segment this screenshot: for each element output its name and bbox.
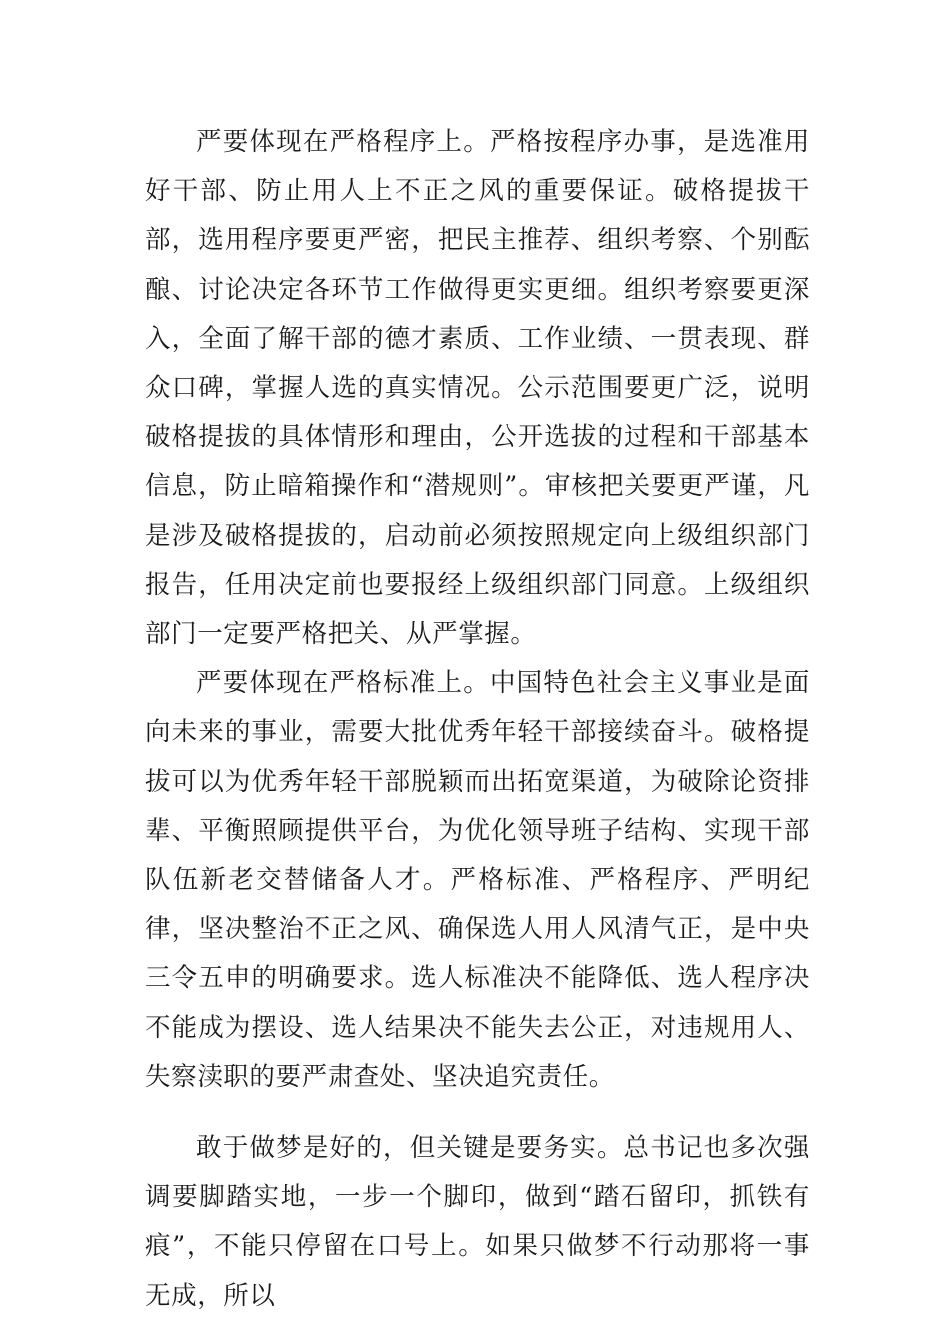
paragraph-dare-to-dream: 敢于做梦是好的，但关键是要务实。总书记也多次强调要脚踏实地，一步一个脚印，做到“踏石留印，抓铁有痕”，不能只停留在口号上。如果只做梦不行动那将一事无成，所以 xyxy=(145,1133,810,1311)
paragraph-strict-procedure: 严要体现在严格程序上。严格按程序办事，是选准用好干部、防止用人上不正之风的重要保证。破格提拔干部，选用程序要更严密，把民主推荐、组织考察、个别酝酿、讨论决定各环节工作做得更实更细。组织考察要更深入，全面了解干部的德才素质、工作业绩、一贯表现、群众口碑，掌握人选的真实情况。公示范围要更广泛，说明破格提拔的具体情形和理由，公开选拔的过程和干部基本信息，防止暗箱操作和“潜规则”。审核把关要更严谨，凡是涉及破格提拔的，启动前必须按照规定向上级组织部门报告，任用决定前也要报经上级组织部门同意。上级组织部门一定要严格把关、从严掌握。 xyxy=(145,127,810,650)
paragraph-strict-standard: 严要体现在严格标准上。中国特色社会主义事业是面向未来的事业，需要大批优秀年轻干部接续奋斗。破格提拔可以为优秀年轻干部脱颖而出拓宽渠道，为破除论资排辈、平衡照顾提供平台，为优化领导班子结构、实现干部队伍新老交替储备人才。严格标准、严格程序、严明纪律，坚决整治不正之风、确保选人用人风清气正，是中央三令五申的明确要求。选人标准决不能降低、选人程序决不能成为摆设、选人结果决不能失去公正，对违规用人、失察渎职的要严肃查处、坚决追究责任。 xyxy=(145,668,810,1092)
document-page xyxy=(145,118,810,1321)
